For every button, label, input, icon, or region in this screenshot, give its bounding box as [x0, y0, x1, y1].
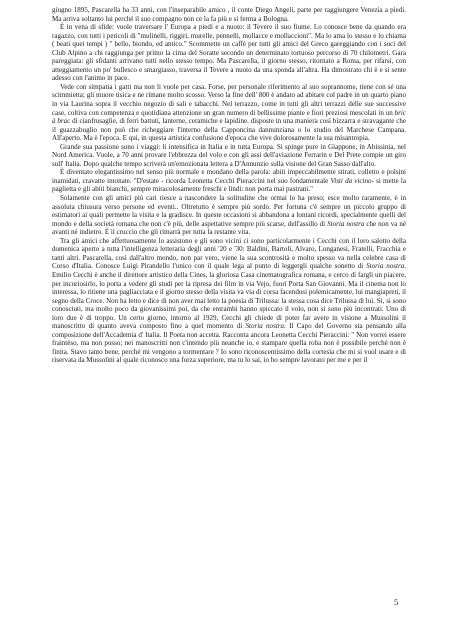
- paragraph-text: Solamente con gli amici più cari riesce a nascondere la solitudine che ormai lo ha preso; esce molto raramente, è in assoluta chiusura verso persone ed eventi.. Oltretutto è sempre più sordo. Per fortuna c'è sempre un piccolo gruppo di estimatori ai quali permette la visita e la gradisce. In queste occasioni si abbandona a lontani ricordi, specialmente quelli del mondo e della società romana che non c'è più, delle aspettative sempre più scarse, dell'assillo di: [52, 194, 406, 228]
- body-paragraph: [52, 6, 406, 23]
- italic-title-text: Visti da vicino: [330, 176, 372, 185]
- paragraph-text: di cianfrusaglie, di ferri battuti, lanterne, ceramiche e lapidine. disposte in una maniera così bizzarra e stravagante che il guazzabuglio non può che richeggiare l'interno della Capponcina dannunziana o lo studio del Marchese Campana. All'aperto. Ma è l'epoca. E qui, in questa artistica confusione d'epoca che vive dolorosamente la sua misantropia.: [52, 117, 407, 143]
- document-page: [52, 6, 406, 365]
- page-number: 5: [394, 597, 399, 607]
- paragraph-text: . Emilio Cecchi è anche il direttore artistico della Cines, la gloriosa Casa cinematografica romana, e cerco di fargli un piacere, per incuriosirlo, lo porta a vedere gli studi per la ripresa dei film in via Vejo, fuori Porta San Giovanni. Ma il cinema non lo interessa, lo ritiene una pagliacciata e il giorno stesso della visita va via di corsa facendosi polemicamente, lui mangiapreti, il segno della Croce. Non ha letto e dice di non aver mai letto la poesia di Trilussa: la stessa cosa dice Trilussa di lui. Si, si sono conosciuti, ma molto poco da giovanissimi poi, da che entrambi hanno spiccato il volo, non si sono più incontrati. Uno di loro due è di troppo. Un certo giorno, intorno al 1929, Cecchi gli chiede di poter far avere in visione a Mussolini il manoscritto di quanto aveva composto fino a quel momento di: [52, 262, 406, 331]
- paragraph-text: giugno 1895, Pascarella ha 33 anni, con l'inseparabile amico , il conte Diego Angeli, parte per raggiungere Venezia a piedi. Ma arriva soltanto lui perché il suo compagno non ce la fa più e si ferma a Bologna.: [52, 6, 406, 23]
- body-paragraph: [52, 168, 406, 194]
- paragraph-text: che non va né avanti né indietro. È il cruccio che gli rimarrà per tutta la restante vita.: [52, 219, 407, 237]
- paragraph-text: - si mette la paglietta e gli abiti bianchi, sempre miracolosamente freschi e lindi: non porta mai pastrani.": [52, 176, 406, 194]
- italic-title-text: Storia nostra: [327, 219, 365, 228]
- paragraph-text: . Il Capo del Governo sta pensando alla composizione dell'Accademia d' Italia. Il Poeta non accetta. Racconta ancora Leonetta Cecchi Pieraccini: " Non vorrei essere fraintèso, ma non posso; nei manoscritti non c'intendo più neanche io, e stampare quella roba non è possibile perché non è finita. Stavo tanto bene, perché mi vengono a tormentare ? Io sono riconoscentissimo della cortesia che mi si vuol usare e di riservata da Mussolini al quale riconosco una forza superiore, ma tu lo sai, io ho sempre lavorato per me e per il: [52, 322, 406, 365]
- paragraph-text: È in vena di sfide: vuole traversare l' Europa a piedi e a nuoto: il Tevere il suo fiume. Lo conosce bene da quando era ragazzo, con tutti i pericoli di "mulinelli, riggiri, murelle, pennelli, mollacce e mollaccioni". Ma lo ama lo stesso e lo chiama ( beati quei tempi ) " bello, biondo, ed antico." Scommette un caffè per tutti gli amici del Greco gareggiando con i soci del Club Alpino a chi raggiunga per primo la cima del Soratte secondo un determinato tortuoso percorso di 70 chilometri. Gara pareggiata: gli sfidanti arrivano tutti nello stesso tempo. Ma Pascarella, il giorno stesso, ritornato a Roma, per rifarsi, con atteggiamento un po' bullesco e smargiasso, traversa il Tevere a nuoto da una sponda all'altra. Ha dimostrato chi è e si sente adesso con l'animo in pace.: [52, 23, 406, 83]
- italic-title-text: Storia nostra: [366, 262, 405, 271]
- body-paragraph: [52, 83, 406, 143]
- paragraph-text: Vede con simpatia i gatti ma non li vuole per casa. Forse, per personale riferimento al suo soprannome, tiene con sé una scimmietta; gli muore tisica e ne rimane molto scosso. Verso la fine dell' 800 è andato ad abitare col padre in un quarto piano in via Laurina sopra il vecchio negozio di sali e tabacchi. Nel terrazzo, come in tutti gli altri terrazzi delle sue successive case, coltiva con competenza e quotidiana attenzione un gran numero di bellissime piante e fiori preziosi mescolati in un: [52, 82, 406, 117]
- paragraph-text: Tra gli amici che affettuosamente lo assistono e gli sono vicini ci sono particolarmente i Cecchi con il loro salotto della domenica aperto a tutta l'intelligenza letteraria degli anni '20 e '30: Baldini, Bartoli, Alvaro, Longanesi, Fratelli, Fracchia e tanti altri. Pascarella, così dall'altro mondo, non par vero, viene la sua scontrosità e molto spesso va nella celebre casa di Corso d'Italia. Conosce Luigi Pirandello l'unico con il quale lega al punto di leggergli qualche sonetto di: [52, 236, 406, 271]
- italic-title-text: Storia nostra: [245, 322, 285, 331]
- body-paragraph: [52, 237, 406, 365]
- body-paragraph: [52, 23, 406, 83]
- paragraph-text: Grande sua passione sono i viaggi: li intensifica in Italia e in tutta Europa. Si spinge pure in Giappone, in Abissinia, nel Nord America. Vuole, a 70 anni provare l'ebbrezza del volo e con gli assi dell'aviazione Ferrarin e Del Prete compie un giro sull' Italia. Dopo qualche tempo scriverà un'emozionata lettera a D'Annunzio sulla visione del Gran Sasso dall'alto.: [52, 142, 406, 168]
- italic-title-text: bric à brac: [52, 108, 406, 126]
- body-paragraph: [52, 143, 406, 169]
- paragraph-text: È diventato elegantissimo nel senso più normale e mondano della parola: abiti impeccabilmente stirati, colletto e polsini inamidati, cravatte intonate. "D'estate - ricorda Leonetta Cecchi Pieraccini nel suo fondamentale: [52, 168, 406, 185]
- body-paragraph: [52, 194, 406, 237]
